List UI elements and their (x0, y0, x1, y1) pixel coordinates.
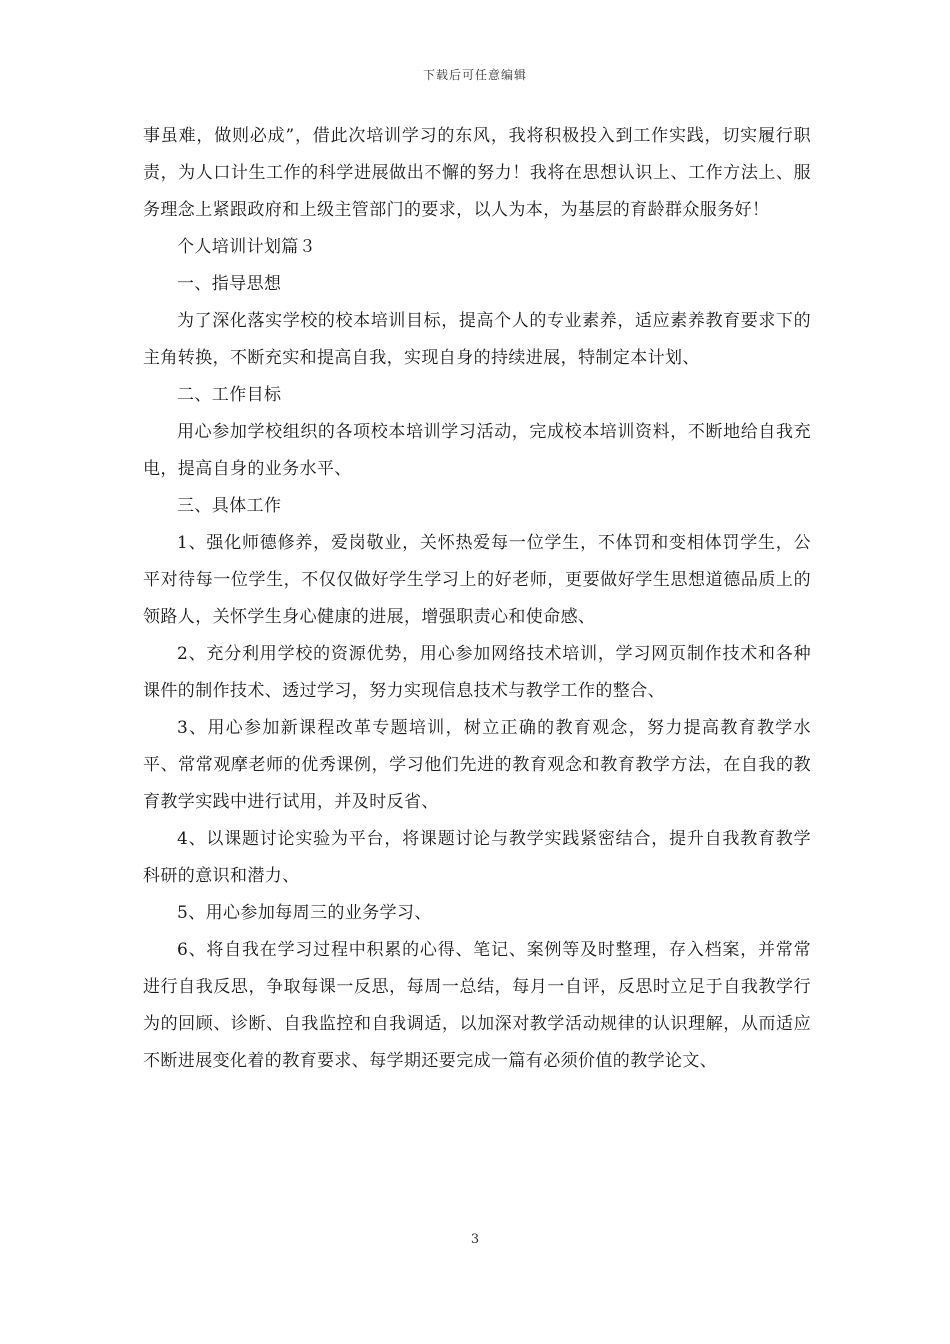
section-title: 个人培训计划篇３ (177, 237, 317, 257)
page-header: 下载后可任意编辑 (422, 68, 527, 82)
heading-work-goal: 二、工作目标 (177, 385, 282, 405)
paragraph-work-goal: 用心参加学校组织的各项校本培训学习活动，完成校本培训资料，不断地给自我充电，提高自身的业务水平、 (143, 422, 811, 479)
page-number: 3 (470, 1232, 480, 1247)
list-item: 6、将自我在学习过程中积累的心得、笔记、案例等及时整理，存入档案，并常常进行自我反思，争取每课一反思，每周一总结，每月一自评，反思时立足于自我教学行为的回顾、诊断、自我监控和自我调适，以加深对教学活动规律的认识理解，从而适应不断进展变化着的教育要求、每学期还要完成一篇有必须价值的教学论文、 (143, 940, 811, 1071)
list-item: 4、以课题讨论实验为平台，将课题讨论与教学实践紧密结合，提升自我教育教学科研的意识和潜力、 (143, 829, 811, 886)
document-body (143, 118, 811, 1080)
list-item: 5、用心参加每周三的业务学习、 (177, 903, 432, 923)
list-item: 2、充分利用学校的资源优势，用心参加网络技术培训，学习网页制作技术和各种课件的制作技术、透过学习，努力实现信息技术与教学工作的整合、 (143, 644, 811, 701)
heading-guiding-thought: 一、指导思想 (177, 274, 282, 294)
paragraph-guiding-thought: 为了深化落实学校的校本培训目标，提高个人的专业素养，适应素养教育要求下的主角转换，不断充实和提高自我，实现自身的持续进展，特制定本计划、 (143, 311, 811, 368)
paragraph-continuation: 事虽难，做则必成”，借此次培训学习的东风，我将积极投入到工作实践，切实履行职责，为人口计生工作的科学进展做出不懈的努力！我将在思想认识上、工作方法上、服务理念上紧跟政府和上级主管部门的要求，以人为本，为基层的育龄群众服务好！ (143, 126, 811, 220)
list-item: 3、用心参加新课程改革专题培训，树立正确的教育观念，努力提高教育教学水平、常常观摩老师的优秀课例，学习他们先进的教育观念和教育教学方法，在自我的教育教学实践中进行试用，并及时反省、 (143, 718, 811, 812)
heading-specific-work: 三、具体工作 (177, 496, 282, 516)
list-item: 1、强化师德修养，爱岗敬业，关怀热爱每一位学生，不体罚和变相体罚学生，公平对待每一位学生，不仅仅做好学生学习上的好老师，更要做好学生思想道德品质上的领路人，关怀学生身心健康的进展，增强职责心和使命感、 (143, 533, 811, 627)
